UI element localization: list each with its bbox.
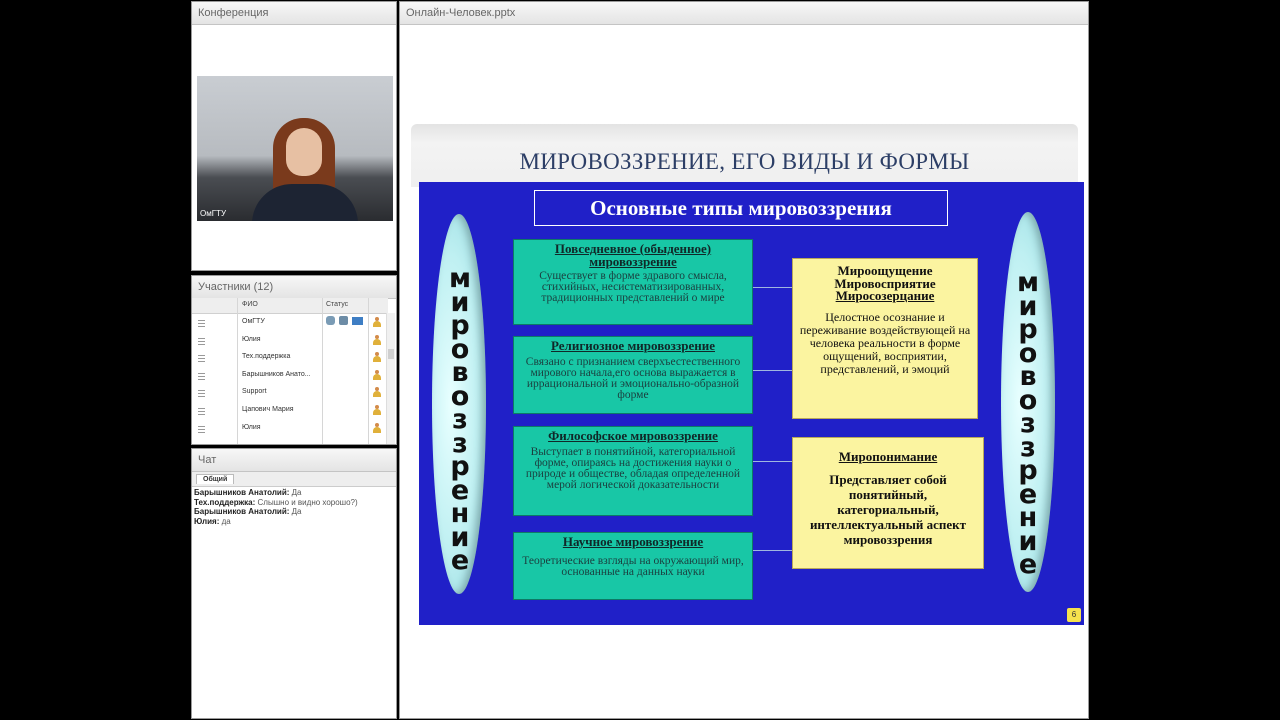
chat-message — [194, 517, 394, 527]
table-row[interactable] — [192, 402, 388, 420]
message-author: Барышников Анатолий: — [194, 507, 290, 516]
vertical-letter: о — [450, 380, 470, 412]
vertical-letter: о — [1018, 337, 1038, 369]
presenter-face — [286, 128, 322, 176]
participant-name: Юлия — [242, 335, 261, 343]
chat-tab-general[interactable]: Общий — [196, 474, 234, 484]
vertical-letter: е — [450, 545, 470, 576]
vertical-letter: и — [1018, 525, 1038, 557]
message-text: Да — [291, 488, 302, 497]
user-icon — [373, 352, 381, 362]
column-divider — [368, 298, 369, 445]
column-header-status[interactable]: Статус — [326, 301, 349, 308]
vertical-letter: и — [450, 521, 470, 553]
vertical-letter: м — [448, 263, 472, 294]
presentation-panel — [399, 1, 1089, 719]
column-header-name[interactable]: ФИО — [242, 301, 258, 308]
chat-panel — [191, 448, 397, 719]
vertical-letter: з — [1020, 431, 1036, 463]
chat-title: Чат — [192, 449, 396, 472]
user-icon — [373, 370, 381, 380]
presenter-body — [252, 184, 358, 221]
table-row[interactable] — [192, 332, 388, 350]
worldview-type-box — [513, 239, 753, 325]
chat-message — [194, 507, 394, 517]
vertical-letter: з — [452, 404, 468, 435]
message-author: Юлия: — [194, 516, 220, 526]
chat-message — [194, 488, 394, 498]
table-row[interactable] — [192, 384, 388, 402]
worldview-type-box — [513, 532, 753, 600]
vertical-letter: в — [1019, 361, 1037, 392]
type-description: Выступает в понятийной, категориальной форме, опираясь на достижения науки о природе и обществе, обладая определенной мерой логической доказательности — [525, 446, 741, 491]
column-divider — [237, 298, 238, 445]
user-icon — [373, 423, 381, 433]
chat-messages — [192, 487, 396, 527]
participant-name: Цапович Мария — [242, 405, 294, 413]
drag-handle-icon[interactable] — [198, 355, 205, 362]
vertical-letter: е — [1018, 549, 1038, 580]
chat-message — [194, 498, 394, 508]
form-heading: Миропонимание — [838, 449, 938, 464]
right-vertical-word — [1001, 267, 1055, 580]
drag-handle-icon[interactable] — [198, 408, 205, 415]
vertical-letter: н — [1018, 502, 1038, 533]
slide-page-number: 6 — [1067, 608, 1081, 622]
drag-handle-icon[interactable] — [198, 390, 205, 397]
participants-title: Участники (12) — [192, 276, 396, 299]
participant-name: Support — [242, 388, 267, 396]
form-heading: Мировосприятие — [834, 275, 936, 291]
message-author: Тех.поддержка: — [194, 497, 256, 507]
form-heading: Мироощущение — [837, 263, 933, 278]
slide-title: МИРОВОЗЗРЕНИЕ, ЕГО ВИДЫ И ФОРМЫ — [519, 149, 970, 174]
chat-tabs — [192, 472, 396, 487]
message-text: да — [221, 516, 231, 526]
left-vertical-word — [433, 263, 487, 576]
slide — [405, 119, 1084, 628]
type-heading: Научное мировоззрение — [562, 534, 704, 549]
slide-main-title: Основные типы мировоззрения — [534, 190, 948, 226]
form-heading: Миросозерцание — [835, 288, 935, 303]
type-heading: Философское мировоззрение — [548, 428, 718, 443]
vertical-letter: в — [451, 357, 469, 388]
user-icon — [373, 405, 381, 415]
message-text: Да — [291, 507, 302, 516]
type-description: Теоретические взгляды на окружающий мир, основанные на данных науки — [522, 555, 744, 578]
user-icon — [373, 335, 381, 345]
vertical-letter: е — [1018, 478, 1038, 510]
conference-panel — [191, 1, 397, 271]
conference-title: Конференция — [192, 2, 396, 25]
worldview-form-box — [792, 258, 978, 419]
user-icon — [373, 387, 381, 397]
type-description: Связано с признанием сверхъестественного мирового начала,его основа выражается в иррациональной и эмоционально-образной форме — [525, 356, 741, 401]
scrollbar-thumb[interactable] — [388, 349, 394, 359]
vertical-letter: р — [450, 310, 470, 341]
user-icon — [373, 317, 381, 327]
connector-line — [752, 287, 792, 288]
column-divider — [322, 298, 323, 445]
participants-table — [192, 298, 388, 437]
connector-line — [752, 461, 792, 462]
microphone-icon[interactable] — [326, 316, 335, 325]
vertical-letter: р — [1018, 455, 1038, 486]
status-icons — [326, 316, 367, 327]
participant-name: ОмГТУ — [242, 318, 265, 325]
table-row[interactable] — [192, 367, 388, 385]
type-description: Существует в форме здравого смысла, стихийных, несистематизированных, традиционных представлений о мире — [539, 270, 727, 304]
table-row[interactable] — [192, 314, 388, 332]
participants-scrollbar[interactable] — [386, 313, 395, 444]
vertical-letter: и — [1018, 290, 1038, 322]
vertical-letter: и — [450, 286, 470, 318]
vertical-letter: м — [1016, 267, 1040, 298]
form-description: Целостное осознание и переживание воздействующей на человека реальности в форме ощущений, восприятии, представлений, и эмоций — [799, 309, 971, 376]
table-header — [192, 298, 388, 314]
connector-line — [752, 370, 792, 371]
vertical-letter: з — [1020, 408, 1036, 439]
slide-content-area — [419, 182, 1084, 625]
participant-name: Тех.поддержка — [242, 353, 291, 361]
drag-handle-icon[interactable] — [198, 338, 205, 345]
drag-handle-icon[interactable] — [198, 320, 205, 327]
vertical-letter: н — [450, 498, 470, 529]
message-author: Барышников Анатолий: — [194, 488, 290, 497]
presentation-filename: Онлайн-Человек.pptx — [400, 2, 1088, 25]
worldview-form-box — [792, 437, 984, 569]
camera-icon[interactable] — [339, 316, 348, 325]
connector-line — [752, 550, 792, 551]
vertical-letter: е — [450, 474, 470, 506]
form-description: Представляет собой понятийный, категориальный, интеллектуальный аспект мировоззрения — [809, 471, 967, 547]
vertical-letter: о — [1018, 384, 1038, 416]
message-text: Слышно и видно хорошо?) — [257, 497, 358, 507]
table-row[interactable] — [192, 420, 388, 438]
vertical-letter: о — [450, 333, 470, 365]
webcam-video[interactable] — [197, 76, 393, 221]
participant-name: Юлия — [242, 423, 261, 431]
participant-name: Барышников Анато... — [242, 370, 311, 378]
video-label: ОмГТУ — [200, 209, 227, 218]
worldview-type-box — [513, 426, 753, 516]
drag-handle-icon[interactable] — [198, 426, 205, 433]
vertical-letter: р — [450, 451, 470, 482]
participants-panel — [191, 275, 397, 445]
vertical-letter: р — [1018, 314, 1038, 345]
screen-share-icon[interactable] — [352, 317, 363, 325]
type-heading: Повседневное (обыденное) мировоззрение — [554, 241, 712, 269]
table-row[interactable] — [192, 349, 388, 367]
type-heading: Религиозное мировоззрение — [551, 338, 715, 353]
drag-handle-icon[interactable] — [198, 373, 205, 380]
vertical-letter: з — [452, 427, 468, 459]
worldview-type-box — [513, 336, 753, 414]
